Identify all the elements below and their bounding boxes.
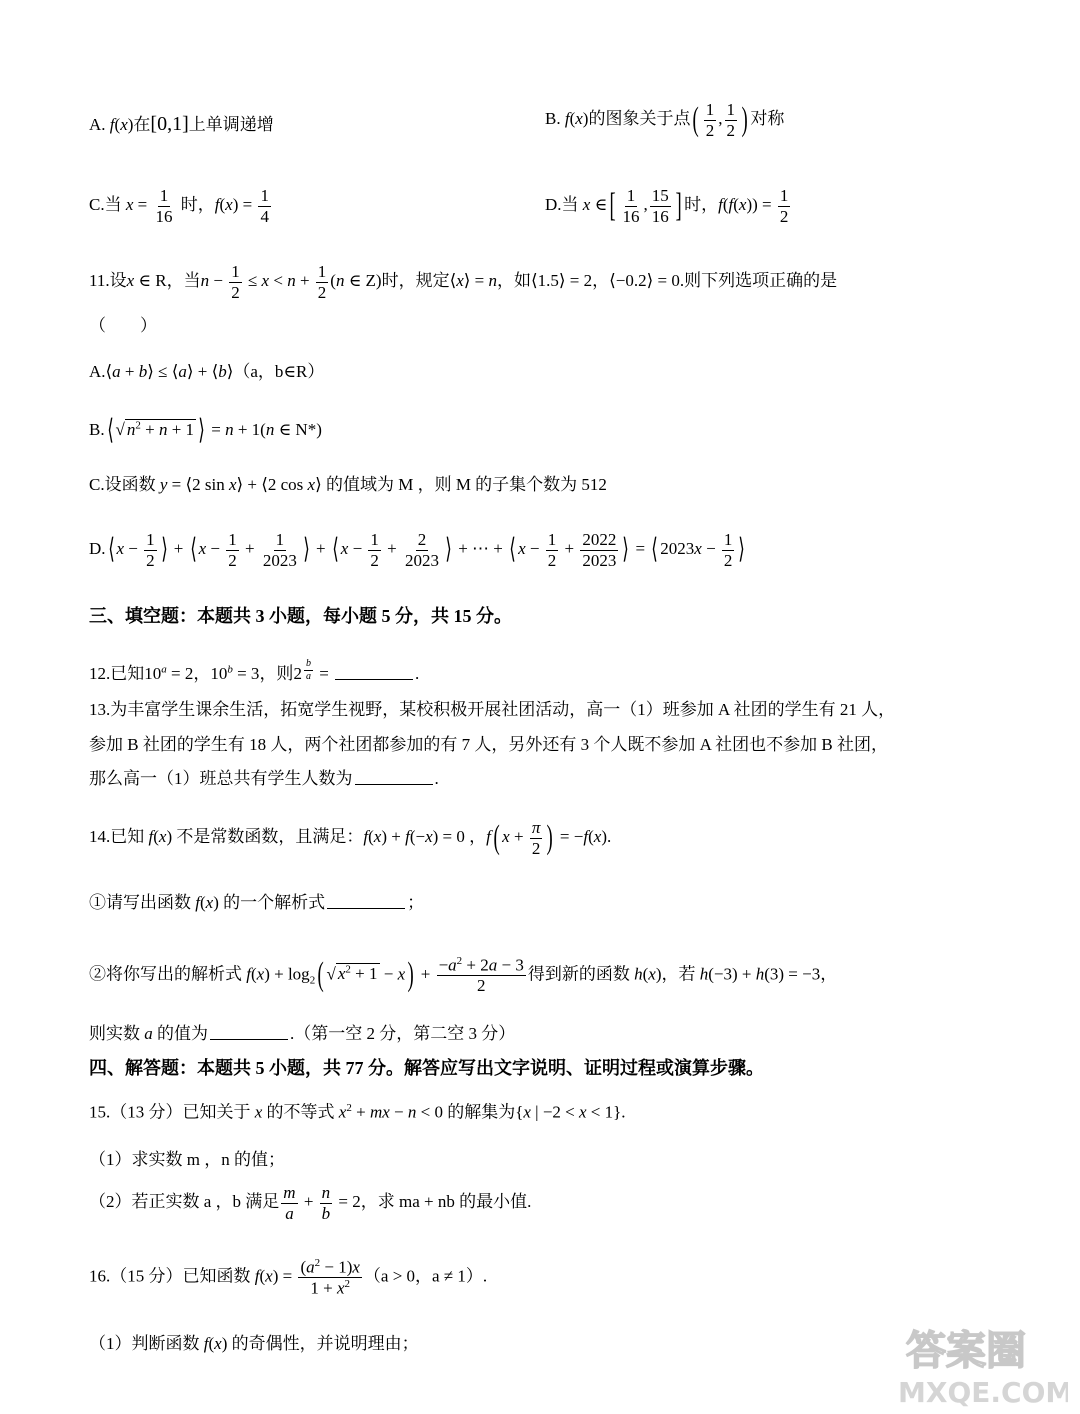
q10-option-c: C.当 x = $\frac{1}{16}$ 时，f(x) = $\frac{1}{4}$ [89, 186, 269, 226]
q11-option-b: B.⟨ √ $n^2 + n + 1$ ⟩ = n + 1(n ∈ N*) [89, 415, 322, 446]
q15-sub-2: （2）若正实数 a ，b 满足 $\frac{m}{a}$ + $\frac{n}{b}$ = 2，求 ma + nb 的最小值. [89, 1183, 532, 1223]
q11-stem: 11.设x ∈ R，当n − $\frac{1}{2}$ ≤ x < n + $\frac{1}{2}$ (n ∈ Z)时，规定⟨x⟩ = n，如⟨1.5⟩ = 2，⟨−0.2⟩ = 0.则下列选项正确的是 [89, 262, 838, 302]
q11-option-c: C.设函数 y = ⟨2 sin x⟩ + ⟨2 cos x⟩ 的值域为 M ，则 M 的子集个数为 512 [89, 475, 607, 494]
q15-sub-1: （1）求实数 m ，n 的值； [89, 1150, 285, 1169]
q16-stem: 16.（15 分）已知函数 f(x) = $\frac{(a^2 - 1)x}{1 + x^2}$ （a > 0，a ≠ 1）. [89, 1257, 488, 1298]
section-4-title: 四、解答题：本题共 5 小题，共 77 分。解答应写出文字说明、证明过程或演算步骤。 [89, 1058, 764, 1078]
q10-option-b: B. f(x)的图象关于点( $\frac{1}{2}$ , $\frac{1}{2}$ ) 对称 [545, 100, 785, 140]
q13-line-3: 那么高一（1）班总共有学生人数为 . [89, 769, 439, 788]
q11-answer-paren: （ ） [89, 316, 157, 335]
q10-option-a: A. f(x)在[0,1]上单调递增 [89, 113, 274, 135]
q15-stem: 15.（13 分）已知关于 x 的不等式 $x^2$ + mx − n < 0 的解集为{x | −2 < x < 1}. [89, 1102, 626, 1122]
q10-option-d: D.当 x ∈[ $\frac{1}{16}$ , $\frac{15}{16}$ ] 时，f(f(x)) = $\frac{1}{2}$ [545, 186, 789, 226]
watermark-url: MXQE.COM [898, 1376, 1068, 1409]
q11-option-a: A.⟨a + b⟩ ≤ ⟨a⟩ + ⟨b⟩（a，b∈R） [89, 362, 325, 381]
q16-sub-1: （1）判断函数 f(x) 的奇偶性，并说明理由； [89, 1334, 419, 1353]
q13-line-1: 13.为丰富学生课余生活，拓宽学生视野，某校积极开展社团活动，高一（1）班参加 A 社团的学生有 21 人， [89, 700, 896, 719]
q11-option-d: D.⟨ x − $\frac{1}{2}$ ⟩ + ⟨ x − $\frac{1}{2}$ + $\frac{1}{2023}$ ⟩ + ⟨ x − $\frac{1}{2}$ + $\frac{2}{2023}$ ⟩ + ⋯ + ⟨ x − $\frac{1}{2}$ + $\frac{2022}{2023}$ ⟩ = ⟨ 2023x − $\frac{1}{2}$ ⟩ [89, 530, 746, 570]
section-3-title: 三、填空题：本题共 3 小题，每小题 5 分，共 15 分。 [89, 606, 512, 626]
watermark-logo [898, 1314, 1068, 1409]
q14-part-3: 则实数 a 的值为 .（第一空 2 分，第二空 3 分） [89, 1024, 516, 1043]
q12-answer-blank[interactable] [335, 678, 413, 680]
q14-answer-blank-1[interactable] [327, 907, 405, 909]
q14-part-2: ②将你写出的解析式 $f(x) + \log_2$( √ $x^2 + 1 - x$) + $\frac{-a^2 + 2a - 3}{2}$ 得到新的函数 h(x)，若 h(−3) + h(3) = −3， [89, 955, 838, 996]
watermark-graphic [898, 1314, 1068, 1409]
watermark-text: 答案圈 [906, 1328, 1026, 1374]
q12: 12.已知$10^a = 2$，$10^b = 3$，则2 $^{\frac{b}{a}}$ = . [89, 658, 420, 683]
q14-answer-blank-2[interactable] [210, 1038, 288, 1040]
q13-answer-blank[interactable] [355, 783, 433, 785]
q14-part-1: ①请写出函数 f(x) 的一个解析式 ； [89, 893, 425, 912]
q14-stem: 14.已知 f(x) 不是常数函数，且满足：f(x) + f(−x) = 0 ，f( x + $\frac{\pi}{2}$ ) = −f(x). [89, 818, 612, 858]
q13-line-2: 参加 B 社团的学生有 18 人，两个社团都参加的有 7 人，另外还有 3 个人既不参加 A 社团也不参加 B 社团， [89, 735, 889, 754]
